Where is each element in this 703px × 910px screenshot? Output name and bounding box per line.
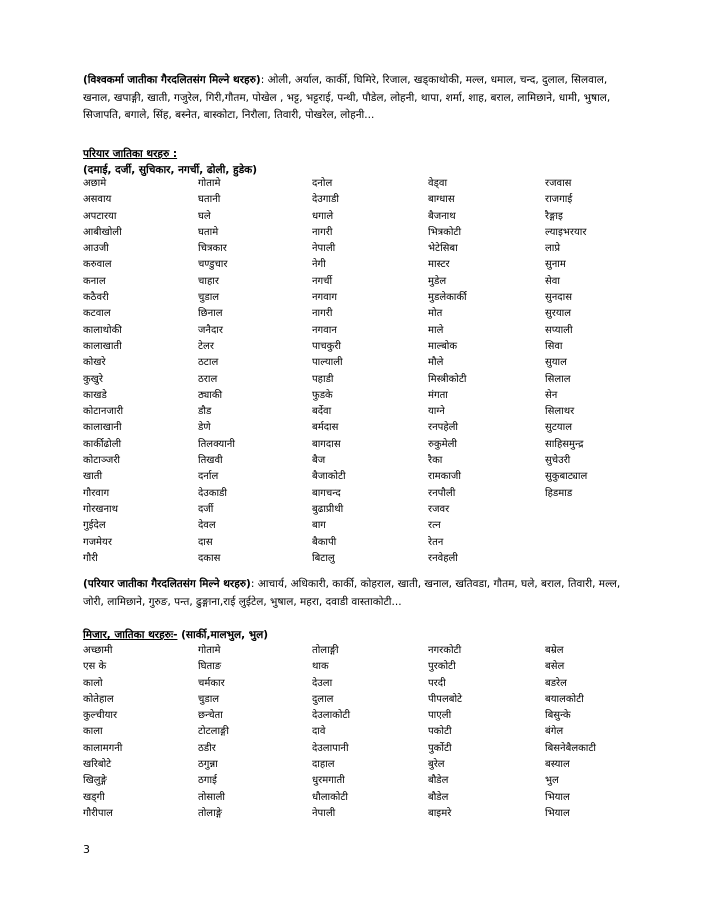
surname-cell: छिनाल	[198, 308, 223, 320]
surname-cell: थाक	[312, 661, 329, 673]
surname-cell: बस्याल	[545, 759, 570, 771]
surname-cell: सेवा	[545, 275, 560, 287]
surname-cell: रेतन	[428, 536, 444, 548]
surname-cell: धौलाकोटी	[312, 791, 349, 803]
surname-cell: अपटारया	[83, 210, 117, 222]
surname-cell: अच्छामी	[83, 645, 113, 656]
surname-cell: बर्देवा	[312, 406, 332, 418]
table-row	[83, 551, 623, 567]
table-row	[83, 372, 623, 388]
surname-cell: खाती	[83, 471, 103, 483]
surname-cell: डेणे	[198, 422, 211, 434]
pariyar-title: परियार जातिका थरहरु :	[83, 148, 178, 160]
surname-cell: कालाथोकी	[83, 324, 122, 336]
table-row	[83, 404, 623, 420]
surname-cell: मुडेल	[428, 275, 447, 287]
surname-cell: फुडके	[312, 389, 333, 401]
table-row	[83, 757, 623, 773]
surname-cell: बाइमरे	[428, 807, 452, 819]
surname-cell: गोतामे	[198, 645, 221, 656]
surname-cell: बुरेल	[428, 759, 445, 771]
surname-cell: कोटाञ्जरी	[83, 455, 120, 467]
surname-cell	[545, 518, 623, 534]
surname-cell	[545, 551, 623, 567]
page-number: 3	[83, 843, 90, 856]
surname-cell: गोरखनाथ	[83, 503, 119, 515]
table-row	[83, 225, 623, 241]
surname-cell: ठडीर	[198, 742, 216, 754]
table-row	[83, 306, 623, 322]
surname-cell: बौडेल	[428, 791, 449, 803]
surname-cell: बागचन्द	[312, 487, 341, 499]
surname-cell: छन्चेता	[198, 710, 223, 722]
surname-cell: सुचेउरी	[545, 455, 571, 467]
surname-cell: बाग	[312, 520, 326, 532]
surname-cell: गौरी	[83, 552, 98, 564]
surname-cell: नगवान	[312, 324, 337, 336]
table-row	[83, 257, 623, 273]
surname-cell: रनपौली	[428, 487, 456, 499]
surname-cell: माल्बोक	[428, 340, 458, 352]
surname-cell: हिडमाड	[545, 487, 573, 499]
surname-cell: ठटाल	[198, 357, 219, 369]
table-row	[83, 676, 623, 692]
mijar-surname-table	[83, 643, 623, 822]
table-row	[83, 290, 623, 306]
intro-paragraph	[83, 72, 623, 125]
surname-cell: दाहाल	[312, 759, 335, 771]
table-row	[83, 692, 623, 708]
surname-cell: सुनदास	[545, 292, 572, 304]
surname-cell: दनोल	[312, 178, 333, 189]
table-row	[83, 741, 623, 757]
surname-cell: चाहार	[198, 275, 219, 287]
surname-cell: सुटयाल	[545, 422, 572, 434]
surname-cell: माले	[428, 324, 444, 336]
table-row	[83, 790, 623, 806]
table-row	[83, 453, 623, 469]
surname-cell: सप्याली	[545, 324, 573, 336]
surname-cell: काखडे	[83, 389, 107, 401]
surname-cell: दावे	[312, 726, 326, 738]
surname-cell: बसेल	[545, 661, 565, 673]
surname-cell: अछामे	[83, 178, 107, 189]
surname-cell: नगर्ची	[312, 275, 333, 287]
table-row	[83, 388, 623, 404]
surname-cell: वेड्वा	[428, 178, 448, 189]
surname-cell: नेगी	[312, 259, 326, 271]
table-row	[83, 192, 623, 208]
table-row	[83, 209, 623, 225]
surname-cell: नगरकोटी	[428, 645, 462, 656]
surname-cell: याग्ने	[428, 406, 445, 418]
surname-cell: सुनाम	[545, 259, 566, 271]
surname-cell: धुरमगाती	[312, 775, 345, 787]
surname-cell: कोतेहाल	[83, 693, 114, 705]
table-row	[83, 486, 623, 502]
surname-cell: चण्डुचार	[198, 259, 228, 271]
surname-cell: सिलाल	[545, 373, 571, 385]
table-row	[83, 659, 623, 675]
surname-cell: घतामे	[198, 226, 219, 238]
surname-cell	[545, 535, 623, 551]
surname-cell: ठ्याकी	[198, 389, 223, 401]
table-row	[83, 502, 623, 518]
surname-cell: सिवा	[545, 340, 563, 352]
surname-cell: सिलाथर	[545, 406, 575, 418]
surname-cell: काला	[83, 726, 103, 738]
surname-cell: आबीखोली	[83, 226, 122, 238]
surname-cell: पुरकोटी	[428, 661, 456, 673]
surname-cell: रत्न	[428, 520, 441, 532]
surname-cell: देउलाकोटी	[312, 710, 351, 722]
table-row	[83, 355, 623, 371]
surname-cell: नेपाली	[312, 243, 336, 255]
surname-cell: रुकुमेली	[428, 438, 458, 450]
surname-cell: रनपहेली	[428, 422, 458, 434]
surname-cell: आउजी	[83, 243, 109, 255]
surname-cell: बिसनेबैलकाटी	[545, 742, 596, 754]
surname-cell: बडरेल	[545, 677, 567, 689]
surname-cell: कालाखानी	[83, 422, 122, 434]
surname-cell: कार्कीढोली	[83, 438, 122, 450]
surname-cell: पुर्कोटी	[428, 742, 452, 754]
surname-cell: गौरवाग	[83, 487, 110, 499]
surname-cell: पाचकुरी	[312, 340, 341, 352]
surname-cell: ल्याइभरयार	[545, 226, 587, 238]
surname-cell: कनाल	[83, 275, 106, 287]
surname-cell: पकोटी	[428, 726, 452, 738]
surname-cell: साहिसमुन्द्र	[545, 438, 584, 450]
surname-cell: घिताङ	[198, 661, 222, 673]
surname-cell: रजवास	[545, 178, 572, 189]
surname-cell: परदी	[428, 677, 446, 689]
surname-cell: कोखरे	[83, 357, 106, 369]
surname-cell: बौडेल	[428, 775, 449, 787]
surname-cell: भित्रकोटी	[428, 226, 462, 238]
mijar-heading	[83, 627, 268, 643]
table-row	[83, 773, 623, 789]
pariyar-subtitle: (दमाई, दर्जी, सुचिकार, नगर्ची, ढोली, हुडेक)	[83, 164, 258, 176]
table-row	[83, 420, 623, 436]
surname-cell: बयालकोटी	[545, 693, 584, 705]
table-row	[83, 518, 623, 534]
surname-cell: कुखुरे	[83, 373, 103, 385]
surname-cell: नागरी	[312, 226, 333, 238]
surname-cell: बैकापी	[312, 536, 337, 548]
table-row	[83, 323, 623, 339]
surname-cell: बिटालु	[312, 552, 335, 564]
surname-cell: घतानी	[198, 194, 221, 206]
surname-cell: तोसाली	[198, 791, 226, 803]
table-row	[83, 274, 623, 290]
surname-cell: रैङ्गाइ	[545, 210, 563, 222]
surname-cell: चुडाल	[198, 292, 220, 304]
surname-cell: देवल	[198, 520, 216, 532]
surname-cell: कालाखाती	[83, 340, 122, 352]
surname-cell: कालामगनी	[83, 742, 123, 754]
surname-cell: घले	[198, 210, 211, 222]
surname-cell: रनवेहली	[428, 552, 458, 564]
surname-cell: दुलाल	[312, 693, 334, 705]
surname-cell: भियाल	[545, 807, 570, 819]
surname-cell: बैज	[312, 455, 326, 467]
surname-cell: खिलुङ्गे	[83, 775, 107, 787]
surname-cell: खड्गी	[83, 791, 105, 803]
surname-cell: मौले	[428, 357, 444, 369]
table-row	[83, 176, 623, 192]
surname-cell: डौड	[198, 406, 212, 418]
pariyar-para-label: (परियार जातीका गैरदलितसंग मिल्ने थरहरु)	[83, 578, 251, 590]
surname-cell: बर्मदास	[312, 422, 339, 434]
surname-cell: सेन	[545, 389, 558, 401]
surname-cell: दास	[198, 536, 213, 548]
table-row	[83, 437, 623, 453]
surname-cell: सुरयाल	[545, 308, 572, 320]
surname-cell: ठराल	[198, 373, 218, 385]
surname-cell: ठगुन्ना	[198, 759, 218, 771]
surname-cell: मास्टर	[428, 259, 450, 271]
surname-cell: नगवाग	[312, 292, 337, 304]
surname-cell: ठगाई	[198, 775, 217, 787]
intro-label: (विश्वकर्मा जातीका गैरदलितसंग मिल्ने थरहरु)	[83, 74, 261, 86]
surname-cell: तिलक्यानी	[198, 438, 235, 450]
surname-cell: करुवाल	[83, 259, 112, 271]
surname-cell: कुल्चीयार	[83, 710, 118, 722]
pariyar-para-text: : आचार्य, अधिकारी, कार्की, कोहराल, खाती, खनाल, खतिवडा, गौतम, घले, बराल, तिवारी, मल्ल, जोरी, लामिछाने, गुरुङ, पन्त, ढुङ्गाना,राई लुईटेल, भुषाल, महरा, दवाडी वास्ताकोटी...	[83, 578, 621, 608]
surname-cell: मुडलेकार्की	[428, 292, 467, 304]
surname-cell: सुकुबाट्याल	[545, 471, 588, 483]
surname-cell: एस के	[83, 661, 107, 673]
mijar-subtitle: (सार्की,मालभुल, भुल)	[181, 629, 269, 641]
table-row	[83, 724, 623, 740]
surname-cell: देउला	[312, 677, 333, 689]
pariyar-surname-table	[83, 176, 623, 567]
surname-cell: जनैदार	[198, 324, 223, 336]
surname-cell: मोत	[428, 308, 443, 320]
intro-text: : ओली, अर्याल, कार्की, घिमिरे, रिजाल, खड्काथोकी, मल्ल, धमाल, चन्द, दुलाल, सिलवाल, खनाल, खपाङ्गी, खाती, गजुरेल, गिरी,गौतम, पोखेल , भट्ट, भट्टराई, पन्थी, पौडेल, लोहनी, थापा, शर्मा, शाह, बराल, लामिछाने, धामी, भुषाल, सिजापति, बगाले, सिंह, बस्नेत, बास्कोटा, निरौला, तिवारी, पोखरेल, लोहनी...	[83, 74, 611, 121]
surname-cell: देउकाडी	[198, 487, 227, 499]
surname-cell: बिसुन्के	[545, 710, 571, 722]
table-row	[83, 535, 623, 551]
surname-cell: देउगाडी	[312, 194, 339, 206]
table-row	[83, 469, 623, 485]
surname-cell: गजमेयर	[83, 536, 112, 548]
surname-cell	[545, 502, 623, 518]
surname-cell: चर्मकार	[198, 677, 225, 689]
surname-cell: गोतामे	[198, 178, 221, 189]
surname-cell: बाग्धास	[428, 194, 455, 206]
table-row	[83, 339, 623, 355]
pariyar-paragraph	[83, 576, 623, 611]
surname-cell: कोटानजारी	[83, 406, 124, 418]
surname-cell: सुयाल	[545, 357, 567, 369]
surname-cell: बंगेल	[545, 726, 564, 738]
mijar-title: मिजार, जातिका थरहरुः-	[83, 629, 178, 641]
surname-cell: रजवर	[428, 503, 450, 515]
surname-cell: गुईदेल	[83, 520, 106, 532]
table-row	[83, 806, 623, 822]
surname-cell: खरिबोटे	[83, 759, 112, 771]
surname-cell: राजगाई	[545, 194, 573, 206]
surname-cell: मंगता	[428, 389, 448, 401]
surname-cell: पहाडी	[312, 373, 334, 385]
surname-cell: नेपाली	[312, 807, 336, 819]
surname-cell: पाल्याली	[312, 357, 343, 369]
surname-cell: भेटेसिबा	[428, 243, 458, 255]
table-row	[83, 708, 623, 724]
table-row	[83, 241, 623, 257]
surname-cell: बैजनाथ	[428, 210, 456, 222]
pariyar-heading	[83, 146, 257, 178]
surname-cell: भियाल	[545, 791, 570, 803]
surname-cell: पाएली	[428, 710, 452, 722]
surname-cell: टेलर	[198, 340, 214, 352]
surname-cell: लाप्रे	[545, 243, 561, 255]
surname-cell: गौरीपाल	[83, 807, 113, 819]
surname-cell: बागदास	[312, 438, 341, 450]
surname-cell: रामकाजी	[428, 471, 461, 483]
surname-cell: बुढाप्रीथी	[312, 503, 344, 515]
surname-cell: भुल	[545, 775, 559, 787]
surname-cell: कटवाल	[83, 308, 111, 320]
surname-cell: तिखवी	[198, 455, 223, 467]
surname-cell: तोलाङ्गी	[312, 645, 339, 656]
surname-cell: बैजाकोटी	[312, 471, 346, 483]
surname-cell: दकास	[198, 552, 221, 564]
surname-cell: नागरी	[312, 308, 333, 320]
surname-cell: तोलाङ्गे	[198, 807, 222, 819]
surname-cell: पीपलबोटे	[428, 693, 463, 705]
surname-cell: कठैवरी	[83, 292, 109, 304]
surname-cell: रैका	[428, 455, 443, 467]
surname-cell: धगाले	[312, 210, 334, 222]
surname-cell: बम्रेल	[545, 645, 564, 656]
surname-cell: टोटलाङ्गी	[198, 726, 229, 738]
table-row	[83, 643, 623, 659]
surname-cell: कालो	[83, 677, 103, 689]
surname-cell: चित्रकार	[198, 243, 227, 255]
surname-cell: मिस्त्रीकोटी	[428, 373, 467, 385]
surname-cell: दर्नाल	[198, 471, 219, 483]
surname-cell: असवाय	[83, 194, 112, 206]
surname-cell: चुडाल	[198, 693, 220, 705]
surname-cell: देउलापानी	[312, 742, 349, 754]
surname-cell: दर्जी	[198, 503, 214, 515]
